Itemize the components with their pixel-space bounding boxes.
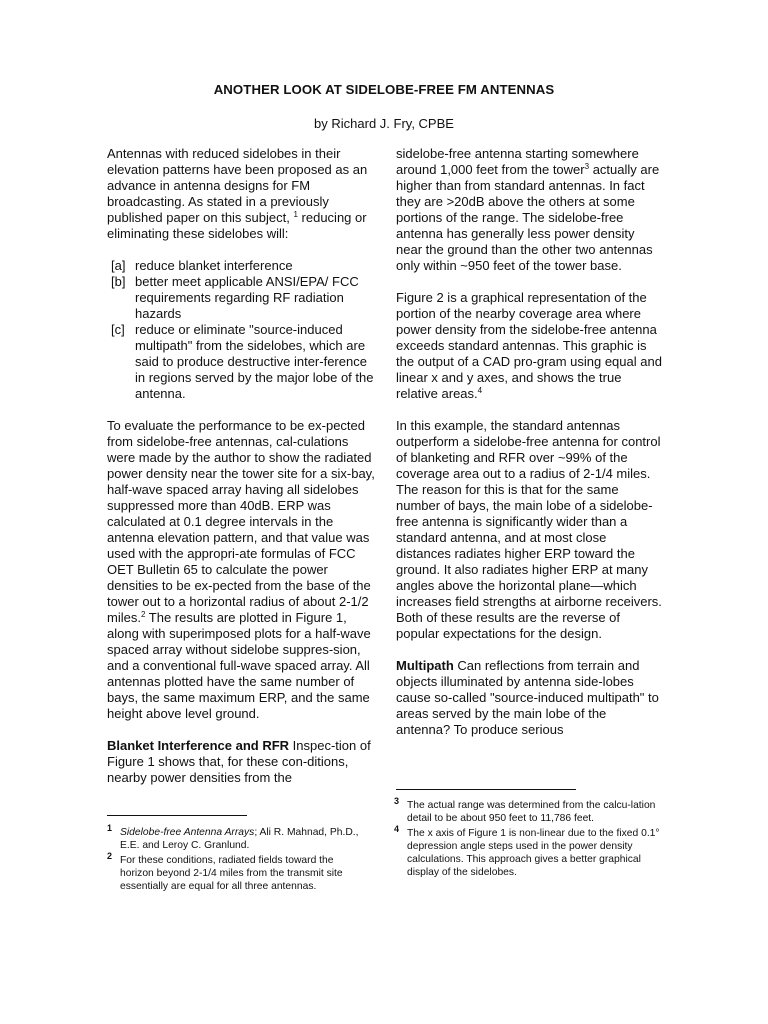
example-paragraph: In this example, the standard antennas outperform a sidelobe-free antenna for control of blanketing and RFR over ~99% of the coverage area out to a radius of 2-1/4 miles. The reason for this is that for the same number of bays, the main lobe of a sidelobe-free antenna is significantly wider than a standard antenna, and at most close distances radiates higher ERP toward the ground. It also radiates higher ERP at many angles above the horizontal plane—which increases field strengths at airborne receivers. Both of these results are the reverse of popular expectations for the design. — [396, 418, 662, 641]
footnotes-left — [107, 823, 369, 895]
footnote-4: 4 The x axis of Figure 1 is non-linear due to the fixed 0.1° depression angle steps used in the power density calculations. This approach gives a better graphical display of the sidelobes. — [394, 824, 660, 878]
intro-paragraph: Antennas with reduced sidelobes in their elevation patterns have been proposed as an advance in antenna designs for FM broadcasting. As stated in a previously published paper on this subject, $^1$ reducing or eliminating these sidelobes will: — [107, 146, 368, 241]
list-item: [c] reduce or eliminate "source-induced multipath" from the sidelobes, which are said to produce destructive inter-ference in regions served by the major lobe of the antenna. — [111, 322, 374, 401]
right-column — [396, 146, 664, 738]
footnotes-right — [394, 796, 664, 881]
author-byline: by Richard J. Fry, CPBE — [314, 116, 454, 131]
continuation-paragraph: sidelobe-free antenna starting somewhere around 1,000 feet from the tower$^3$ actually are higher than from standard antennas. In fact they are >20dB above the others at some portions of the range. The sidelobe-free antenna has generally less power density near the ground than the other two antennas only within ~950 feet of the tower base. — [396, 146, 660, 273]
section-heading-multipath: Multipath — [396, 658, 454, 673]
blanket-interference-paragraph: Blanket Interference and RFR Inspec-tion of Figure 1 shows that, for these con-ditions, nearby power densities from the — [107, 738, 371, 785]
footnote-divider-left — [107, 815, 247, 816]
left-column — [107, 146, 375, 786]
list-item: [b] better meet applicable ANSI/EPA/ FCC requirements regarding RF radiation hazards — [111, 274, 359, 321]
footnote-ref-1: 1 — [293, 210, 298, 219]
section-heading-blanket: Blanket Interference and RFR — [107, 738, 290, 753]
footnote-ref-3: 3 — [584, 162, 590, 171]
list-item: [a] reduce blanket interference — [111, 258, 293, 273]
footnote-1: 1 Sidelobe-free Antenna Arrays; Ali R. Mahnad, Ph.D., E.E. and Leroy C. Granlund. — [107, 823, 359, 851]
footnote-3: 3 The actual range was determined from the calcu-lation detail to be about 950 feet to 11,786 feet. — [394, 796, 656, 824]
benefits-list — [107, 258, 375, 402]
figure-2-paragraph: Figure 2 is a graphical representation of the portion of the nearby coverage area where power density from the sidelobe-free antenna exceeds standard antennas. This graphic is the output of a CAD pro-gram using equal and linear x and y axes, and shows the true relative areas.$^4$ — [396, 290, 662, 401]
multipath-paragraph: Multipath Can reflections from terrain and objects illuminated by antenna side-lobes cause so-called "source-induced multipath" to areas served by the main lobe of the antenna? To produce serious — [396, 658, 659, 737]
footnote-2: 2 For these conditions, radiated fields toward the horizon beyond 2-1/4 miles from the transmit site essentially are equal for all three antennas. — [107, 851, 343, 892]
footnote-ref-2: 2 — [140, 610, 146, 619]
footnote-ref-4: 4 — [477, 386, 483, 395]
evaluation-paragraph: To evaluate the performance to be ex-pected from sidelobe-free antennas, cal-culations were made by the author to show the radiated power density near the tower site for a six-bay, half-wave spaced array having all sidelobes suppressed more than 40dB. ERP was calculated at 0.1 degree intervals in the antenna elevation pattern, and that value was used with the appropri-ate formulas of FCC OET Bulletin 65 to calculate the power densities to be ex-pected from the base of the tower out to a horizontal radius of about 2-1/2 miles.$^2$ The results are plotted in Figure 1, along with superimposed plots for a half-wave spaced array without sidelobe suppres-sion, and a conventional full-wave spaced array. All antennas plotted have the same number of bays, the same maximum ERP, and the same height above level ground. — [107, 418, 375, 721]
footnote-divider-right — [396, 789, 576, 790]
document-title: ANOTHER LOOK AT SIDELOBE-FREE FM ANTENNAS — [213, 82, 555, 97]
